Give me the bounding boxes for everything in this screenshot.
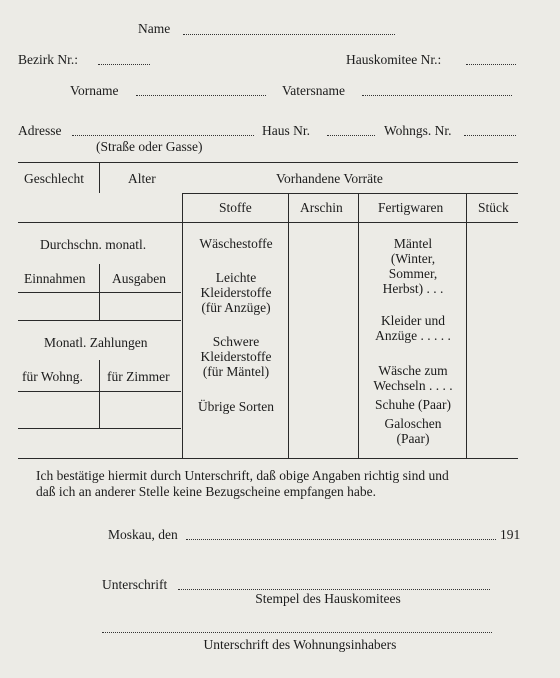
- declaration-text: Ich bestätige hiermit durch Unterschrift, daß obige Angaben richtig sind und daß ich an anderer Stelle keine Bezugscheine empfangen habe.: [36, 468, 449, 499]
- date-field[interactable]: [186, 539, 496, 540]
- haus-label: Haus Nr.: [262, 123, 310, 138]
- wohnung-label: für Wohng.: [22, 369, 83, 384]
- bezirk-label: Bezirk Nr.:: [18, 52, 78, 67]
- year-label: 191: [500, 527, 521, 542]
- moskau-label: Moskau, den: [108, 527, 178, 542]
- column-divider-stueck: [466, 193, 467, 458]
- signature-field[interactable]: [178, 589, 490, 590]
- fertig-schuhe: Schuhe (Paar): [374, 397, 452, 412]
- vatersname-field[interactable]: [362, 95, 512, 96]
- stempel-label: Stempel des Hauskomitees: [255, 591, 401, 606]
- column-divider-left: [182, 193, 183, 458]
- header-fertigwaren: Fertigwaren: [378, 200, 444, 215]
- wohng-field[interactable]: [464, 135, 516, 136]
- adresse-label: Adresse: [18, 123, 62, 138]
- payments-divider: [99, 360, 100, 428]
- stueck-field[interactable]: [468, 224, 517, 456]
- table-top-rule: [18, 162, 518, 163]
- name-field[interactable]: [183, 34, 395, 35]
- wohng-label: Wohngs. Nr.: [384, 123, 452, 138]
- haus-field[interactable]: [327, 135, 375, 136]
- name-label: Name: [138, 21, 171, 36]
- stoffe-schwere: Schwere Kleiderstoffe (für Mäntel): [200, 334, 272, 380]
- zimmer-field[interactable]: [101, 393, 180, 426]
- vorname-field[interactable]: [136, 95, 266, 96]
- owner-signature-field[interactable]: [102, 632, 492, 633]
- einnahmen-label: Einnahmen: [24, 271, 86, 286]
- header-vorraete: Vorhandene Vorräte: [276, 171, 383, 186]
- column-divider-fertig: [358, 193, 359, 458]
- income-bottom-rule: [18, 320, 181, 321]
- hauskomitee-field[interactable]: [466, 64, 516, 65]
- header-stueck: Stück: [478, 200, 509, 215]
- wohnung-field[interactable]: [20, 393, 97, 426]
- column-divider-arschin: [288, 193, 289, 458]
- ausgaben-label: Ausgaben: [112, 271, 166, 286]
- header-stoffe: Stoffe: [219, 200, 252, 215]
- fertig-maentel: Mäntel (Winter, Sommer, Herbst) . . .: [382, 236, 444, 297]
- stoffe-uebrige: Übrige Sorten: [197, 399, 275, 414]
- hauskomitee-label: Hauskomitee Nr.:: [346, 52, 442, 67]
- arschin-field[interactable]: [290, 224, 357, 456]
- zahlungen-label: Monatl. Zahlungen: [44, 335, 148, 350]
- header-arschin: Arschin: [300, 200, 343, 215]
- einnahmen-field[interactable]: [20, 294, 97, 318]
- income-divider: [99, 264, 100, 320]
- vatersname-label: Vatersname: [282, 83, 345, 98]
- header-divider: [99, 162, 100, 193]
- payments-bottom-rule: [18, 428, 181, 429]
- stoffe-leichte: Leichte Kleiderstoffe (für Anzüge): [200, 270, 272, 316]
- adresse-hint: (Straße oder Gasse): [96, 139, 203, 154]
- header-alter: Alter: [128, 171, 156, 186]
- owner-signature-label: Unterschrift des Wohnungsinhabers: [203, 637, 397, 652]
- table-bottom-rule: [18, 458, 518, 459]
- header-geschlecht: Geschlecht: [24, 171, 84, 186]
- durchschn-label: Durchschn. monatl.: [40, 237, 147, 252]
- subheader-rule: [183, 193, 518, 194]
- stoffe-waesche: Wäschestoffe: [199, 236, 273, 251]
- bezirk-field[interactable]: [98, 64, 150, 65]
- fertig-waesche: Wäsche zum Wechseln . . . .: [373, 363, 453, 394]
- adresse-field[interactable]: [72, 135, 254, 136]
- header-bottom-rule: [18, 222, 518, 223]
- vorname-label: Vorname: [70, 83, 119, 98]
- fertig-galoschen: Galoschen (Paar): [384, 416, 442, 447]
- ausgaben-field[interactable]: [101, 294, 180, 318]
- fertig-kleider: Kleider und Anzüge . . . . .: [375, 313, 451, 344]
- zimmer-label: für Zimmer: [107, 369, 170, 384]
- unterschrift-label: Unterschrift: [102, 577, 168, 592]
